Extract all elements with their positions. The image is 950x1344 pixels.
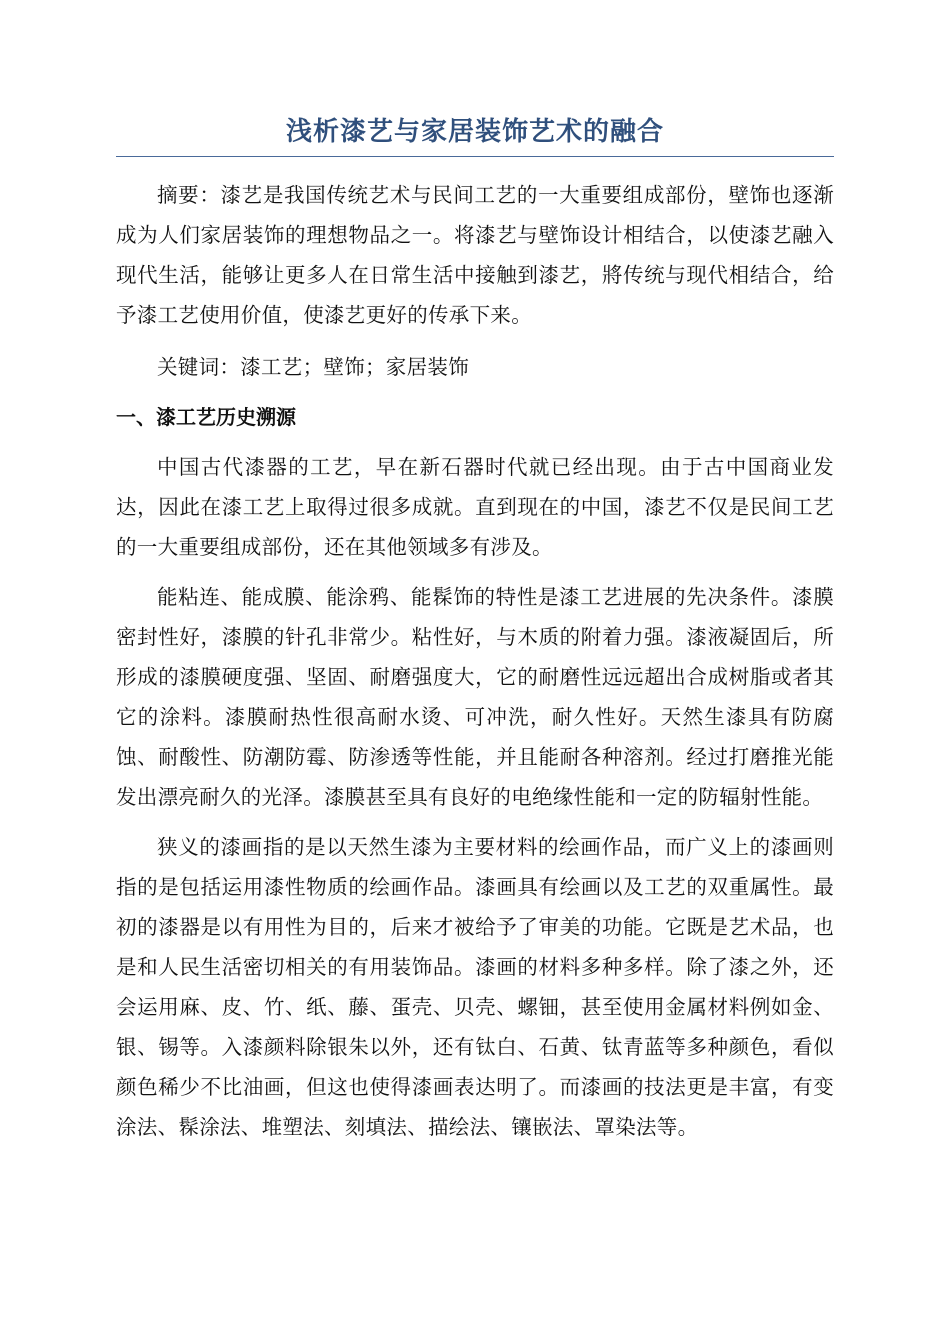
keywords-paragraph: 关键词：漆工艺；壁饰；家居装饰 (157, 355, 469, 379)
body-paragraph: 狭义的漆画指的是以天然生漆为主要材料的绘画作品，而广义上的漆画则指的是包括运用漆性物质的绘画作品。漆画具有绘画以及工艺的双重属性。最初的漆器是以有用性为目的，后来才被给予了审美的功能。它既是艺术品，也是和人民生活密切相关的有用装饰品。漆画的材料多种多样。除了漆之外，还会运用麻、皮、竹、纸、藤、蛋壳、贝壳、螺钿，甚至使用金属材料例如金、银、锡等。入漆颜料除银朱以外，还有钛白、石黄、钛青蓝等多种颜色，看似颜色稀少不比油画，但这也使得漆画表达明了。而漆画的技法更是丰富，有变涂法、髹涂法、堆塑法、刻填法、描绘法、镶嵌法、罩染法等。 (116, 835, 834, 1139)
document-title: 浅析漆艺与家居装饰艺术的融合 (116, 110, 834, 157)
body-paragraph: 中国古代漆器的工艺，早在新石器时代就已经出现。由于古中国商业发达，因此在漆工艺上取得过很多成就。直到现在的中国，漆艺不仅是民间工艺的一大重要组成部份，还在其他领域多有涉及。 (116, 455, 834, 559)
body-paragraph: 能粘连、能成膜、能涂鸦、能髹饰的特性是漆工艺进展的先决条件。漆膜密封性好，漆膜的针孔非常少。粘性好，与木质的附着力强。漆液凝固后，所形成的漆膜硬度强、坚固、耐磨强度大，它的耐磨性远远超出合成树脂或者其它的涂料。漆膜耐热性很高耐水烫、可冲洗，耐久性好。天然生漆具有防腐蚀、耐酸性、防潮防霉、防渗透等性能，并且能耐各种溶剂。经过打磨推光能发出漂亮耐久的光泽。漆膜甚至具有良好的电绝缘性能和一定的防辐射性能。 (116, 585, 834, 809)
abstract-paragraph: 摘要：漆艺是我国传统艺术与民间工艺的一大重要组成部份，壁饰也逐渐成为人们家居装饰的理想物品之一。将漆艺与壁饰设计相结合，以使漆艺融入现代生活，能够让更多人在日常生活中接触到漆艺，將传统与现代相结合，给予漆工艺使用价值，使漆艺更好的传承下来。 (116, 183, 834, 327)
section-heading: 一、漆工艺历史溯源 (116, 405, 296, 429)
document-body (116, 110, 834, 1147)
